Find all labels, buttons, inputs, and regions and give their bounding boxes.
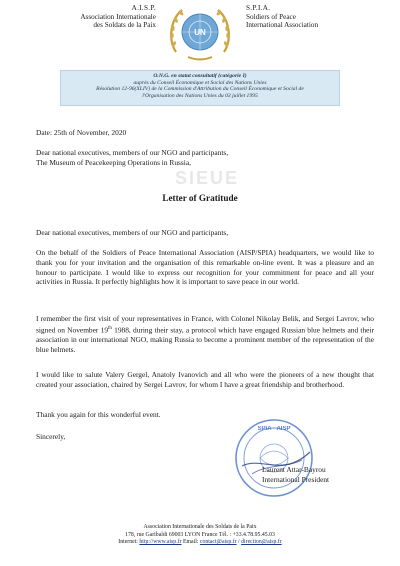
history-text-sup: th xyxy=(108,325,112,331)
closing-line: Sincerely, xyxy=(36,432,66,441)
signatory-name: Laurent Attar-Bayrou xyxy=(262,465,326,474)
internet-label: Internet: xyxy=(118,539,140,546)
org-name-english-line1: Soldiers of Peace xyxy=(246,12,296,21)
thank-you-paragraph: Thank you again for this wonderful event. xyxy=(36,410,161,419)
letter-footer xyxy=(0,524,400,547)
consultative-status-banner xyxy=(60,70,340,106)
letter-date: Date: 25th of November, 2020 xyxy=(36,128,127,137)
footer-contact xyxy=(0,539,400,547)
signature-stroke xyxy=(242,452,310,466)
history-text-a: I remember the first visit of your representatives in France, with Colonel Nikolay Belik, and Sergei Lavrov, who signed on November 19 xyxy=(36,314,374,335)
email-separator: / xyxy=(236,539,242,546)
addressee-line-1: Dear national executives, members of our NGO and participants, xyxy=(36,148,229,157)
greeting-paragraph: Dear national executives, members of our NGO and participants, xyxy=(36,228,229,237)
contact-email-link[interactable]: contact@aisp.fr xyxy=(199,539,237,546)
org-abbr-french: A.I.S.P. xyxy=(131,4,156,12)
footer-org-name: Association Internationale des Soldats de la Paix xyxy=(143,524,257,530)
logo-un-text: UN xyxy=(194,28,206,37)
footer-address: 178, rue Garibaldi 69003 LYON France Tél. : +33.4.78.95.45.03 xyxy=(125,531,275,538)
history-text-b: 1988, during their stay, a protocol which have engaged Russian blue helmets and their association in our international NGO, making Russia to become a prominent member of the representation of the blue helmets. xyxy=(36,325,374,354)
official-stamp xyxy=(232,416,316,500)
thanks-paragraph: On the behalf of the Soldiers of Peace International Association (AISP/SPIA) headquarters, we would like to thank you for your invitation and the organisation of this remarkable on-line event. It was a pleasure and an honour to participate. I would like to express our recognition for your commitment for peace and all your activities in Russia. It perfectly highlights how it is important to save peace in our world. xyxy=(36,248,374,287)
status-line-3: Résolution 12-96(XLIV) de la Commission d'Attribution du Conseil Économique et Social de xyxy=(96,86,304,93)
org-name-french-line2: des Soldats de la Paix xyxy=(93,21,156,30)
status-line-1: O.N.G. en statut consultatif (catégorie I) xyxy=(153,73,247,79)
signatory-title: International President xyxy=(262,474,330,484)
direction-email-link[interactable]: direction@aisp.fr xyxy=(241,539,282,546)
website-link[interactable]: http://www.aisp.fr xyxy=(139,539,182,546)
org-abbr-english: S.P.I.A. xyxy=(246,4,271,12)
letter-title: Letter of Gratitude xyxy=(162,193,238,203)
watermark-text: SIEUE xyxy=(175,168,240,188)
org-name-english-line2: International Association xyxy=(246,21,319,30)
status-line-2: auprès du Conseil Économique et Social des Nations Unies xyxy=(133,79,267,86)
header-org-french xyxy=(8,4,156,30)
signature-block xyxy=(262,465,329,485)
history-paragraph xyxy=(36,314,374,355)
email-label: Email: xyxy=(181,539,200,546)
addressee-line-2: The Museum of Peacekeeping Operations in Russia, xyxy=(36,157,191,167)
header-org-english xyxy=(246,4,396,30)
status-line-4: l'Organisation des Nations Unies du 03 juillet 1995 xyxy=(142,92,258,99)
organization-logo xyxy=(166,2,234,64)
addressee-block xyxy=(36,148,376,168)
salute-paragraph: I would like to salute Valery Gergel, Anatoly Ivanovich and all who were the pioneers of a new thought that created your association, chaired by Sergei Lavrov, for whom I have a great friendship and brotherhood. xyxy=(36,370,374,389)
org-name-french-line1: Association Internationale xyxy=(80,12,156,21)
stamp-text: SPIA · AISP xyxy=(257,426,291,432)
